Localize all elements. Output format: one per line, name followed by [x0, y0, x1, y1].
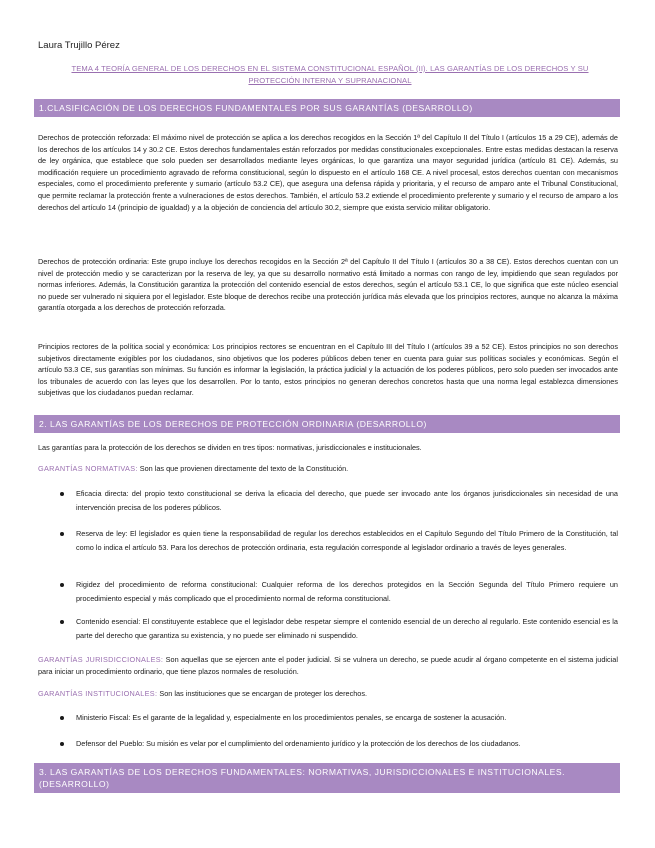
bullet-icon: [60, 532, 64, 536]
section-1-heading: 1.CLASIFICACIÓN DE LOS DERECHOS FUNDAMENTALES POR SUS GARANTÍAS (DESARROLLO): [34, 99, 620, 117]
paragraph-proteccion-ordinaria: Derechos de protección ordinaria: Este grupo incluye los derechos recogidos en la Sección 2ª del Capítulo II del Título I (artículos 30 a 38 CE). Estos derechos cuentan con un nivel de protección medio y se caracterizan por la reserva de ley, ya que su desarrollo normativo está limitado a normas con rango de ley, impidiendo que sean regulados por normas inferiores. Además, la Constitución garantiza la protección del contenido esencial de estos derechos, según el artículo 53.1 CE, lo que significa que este núcleo esencial no puede ser vulnerado ni siquiera por el legislador. Este bloque de derechos recibe una protección jurídica más elevada que los principios rectores, aunque no alcanza la máxima garantía otorgada a los derechos de protección reforzada.: [38, 257, 618, 313]
list-item-text: Contenido esencial: El constituyente establece que el legislador debe respetar siempre el contenido esencial de un derecho al regularlo. Este contenido esencial es la parte del derecho que garantiza su existencia, y no puede ser eliminado ni suspendido.: [76, 617, 618, 640]
paragraph-garantias-intro: Las garantías para la protección de los derechos se dividen en tres tipos: normativas, jurisdiccionales e institucionales.: [38, 443, 422, 452]
list-item-text: Rigidez del procedimiento de reforma constitucional: Cualquier reforma de los derechos protegidos en la Sección Segunda del Título Primero requiere un procedimiento especial y más complicado que el procedimiento normal de reforma constitucional.: [76, 580, 618, 603]
list-item: [62, 615, 618, 642]
section-2-heading: 2. LAS GARANTÍAS DE LOS DERECHOS DE PROTECCIÓN ORDINARIA (DESARROLLO): [34, 415, 620, 433]
document-title-line-2: PROTECCIÓN INTERNA Y SUPRANACIONAL: [248, 76, 412, 85]
list-item: [62, 737, 618, 751]
paragraph-principios-rectores: Principios rectores de la política social y económica: Los principios rectores se encuentran en el Capítulo III del Título I (artículos 39 a 52 CE). Estos principios no son derechos subjetivos directamente exigibles por los ciudadanos, sino objetivos que los poderes públicos deben tener en cuenta para guiar sus políticas sociales y económicas. Según el artículo 53.3 CE, sus garantías son mínimas. Su función es informar la legislación, la práctica judicial y la actuación de los poderes públicos, pero solo pueden ser invocados ante los tribunales de acuerdo con las leyes que los desarrollen. Por lo tanto, estos principios no generan derechos concretos hasta que una norma legal establezca dimensiones subjetivas que los ciudadanos puedan reclamar.: [38, 342, 618, 398]
subheading-garantias-institucionales: GARANTÍAS INSTITUCIONALES:: [38, 689, 158, 698]
list-item: [62, 711, 618, 725]
bullet-icon: [60, 492, 64, 496]
garantias-institucionales-text: Son las instituciones que se encargan de proteger los derechos.: [157, 689, 368, 698]
author-name: Laura Trujillo Pérez: [38, 40, 120, 51]
bullet-icon: [60, 583, 64, 587]
document-title: [40, 63, 620, 87]
bullet-icon: [60, 620, 64, 624]
list-item-text: Ministerio Fiscal: Es el garante de la legalidad y, especialmente en los procedimientos penales, se encarga de sostener la acusación.: [76, 713, 507, 722]
subheading-garantias-jurisdiccionales: GARANTÍAS JURISDICCIONALES:: [38, 655, 164, 664]
bullet-icon: [60, 716, 64, 720]
section-3-heading: 3. LAS GARANTÍAS DE LOS DERECHOS FUNDAMENTALES: NORMATIVAS, JURISDICCIONALES E INSTITUCIONALES. (DESARROLLO): [34, 763, 620, 793]
garantias-jurisdiccionales-text: Son aquellas que se ejercen ante el poder judicial. Si se vulnera un derecho, se puede acudir al órgano competente en el sistema judicial para iniciar un procedimiento ordinario, que tiene plazos normales de resolución.: [38, 655, 618, 676]
subheading-garantias-normativas: GARANTÍAS NORMATIVAS:: [38, 464, 138, 473]
list-item: [62, 487, 618, 514]
bullet-icon: [60, 742, 64, 746]
garantias-normativas-text: Son las que provienen directamente del texto de la Constitución.: [137, 464, 349, 473]
list-item-text: Reserva de ley: El legislador es quien tiene la responsabilidad de regular los derechos establecidos en el Capítulo Segundo del Título Primero de la Constitución, tal como lo indica el artículo 53. Para los derechos de protección ordinaria, esta regulación corresponde al legislador ordinario a través de leyes generales.: [76, 529, 618, 552]
list-item: [62, 527, 618, 554]
list-item-text: Eficacia directa: del propio texto constitucional se deriva la eficacia del derecho, que puede ser invocado ante los órganos jurisdiccionales sin necesidad de una intervención precisa de los poderes públicos.: [76, 489, 618, 512]
paragraph-garantias-normativas: [38, 463, 618, 475]
paragraph-garantias-jurisdiccionales: [38, 654, 618, 677]
document-title-line-1: TEMA 4 TEORÍA GENERAL DE LOS DERECHOS EN EL SISTEMA CONSTITUCIONAL ESPAÑOL (II). LAS GARANTÍAS DE LOS DERECHOS Y SU: [71, 64, 589, 73]
list-item: [62, 578, 618, 605]
paragraph-proteccion-reforzada: Derechos de protección reforzada: El máximo nivel de protección se aplica a los derechos recogidos en la Sección 1ª del Capítulo II del Título I (artículos 15 a 29 CE), además de los derechos de los artículos 14 y 30.2 CE. Estos derechos fundamentales están reforzados por medidas constitucionales excepcionales. Entre estas medidas destacan la reserva de ley orgánica, que establece que solo pueden ser desarrollados mediante leyes orgánicas, lo que garantiza una mayor seguridad jurídica (artículo 81 CE). Además, su modificación requiere un procedimiento agravado de reforma constitucional, según lo dispuesto en el artículo 168 CE. A nivel procesal, estos derechos cuentan con mecanismos especiales, como el procedimiento preferente y sumario (artículo 53.2 CE), que asegura una defensa rápida y prioritaria, y el recurso de amparo ante el Tribunal Constitucional, que permite reclamar la protección frente a vulneraciones de estos derechos. También, el artículo 53.2 extiende el procedimiento preferente y sumario y el recurso de amparo a los derechos del artículo 14 (principio de igualdad) y a la objeción de conciencia del artículo 30.2, siempre que exista servicio militar obligatorio.: [38, 133, 618, 212]
paragraph-garantias-institucionales: [38, 688, 618, 700]
list-item-text: Defensor del Pueblo: Su misión es velar por el cumplimiento del ordenamiento jurídico y la protección de los derechos de los ciudadanos.: [76, 739, 521, 748]
